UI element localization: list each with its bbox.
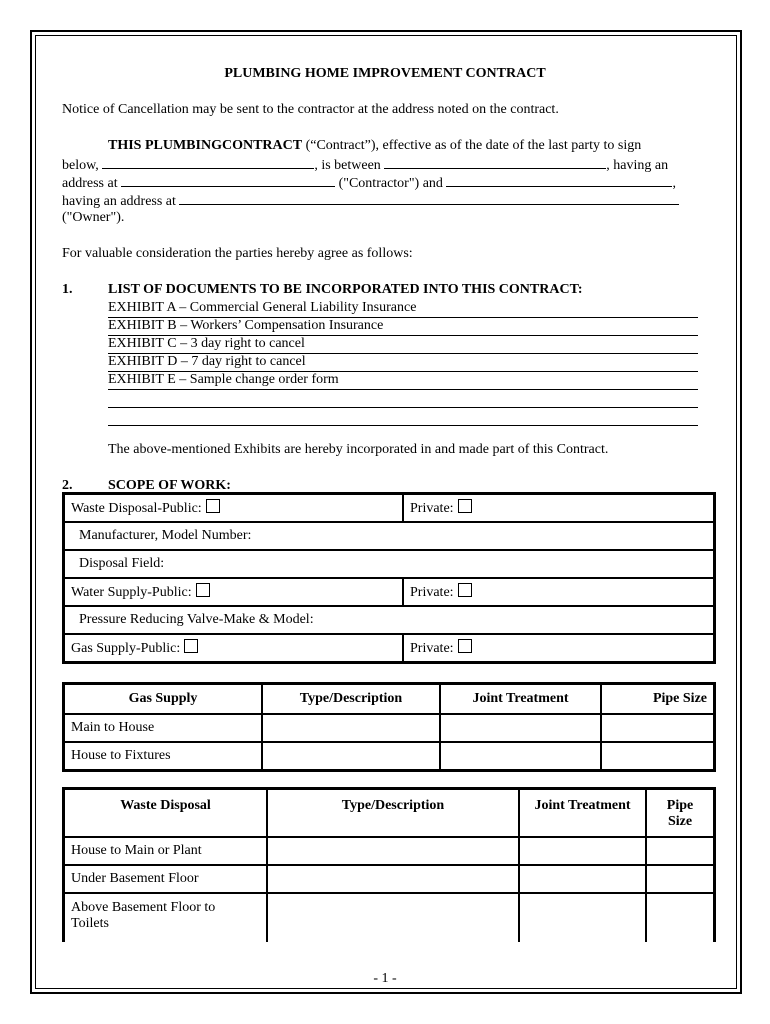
row-label: House to Main or Plant xyxy=(64,837,267,865)
intro-line-2 xyxy=(62,155,668,175)
table-row xyxy=(64,742,714,770)
water-public-checkbox[interactable] xyxy=(196,583,210,597)
pipe-size-header xyxy=(646,789,714,837)
table-cell[interactable] xyxy=(646,893,714,942)
gas-private-checkbox[interactable] xyxy=(458,639,472,653)
manufacturer-field[interactable] xyxy=(64,522,714,550)
table-cell[interactable] xyxy=(519,893,646,942)
gas-supply-header: Gas Supply xyxy=(64,684,262,714)
table-cell[interactable] xyxy=(646,837,714,865)
water-private-cell xyxy=(403,578,714,606)
effective-date-field[interactable] xyxy=(102,155,314,169)
row-label xyxy=(64,893,267,942)
manufacturer-label: Manufacturer, Model Number: xyxy=(79,528,252,543)
pipe-label: Pipe xyxy=(666,798,694,813)
intro-owner-address-label: having an address at xyxy=(62,194,176,209)
row-label-line-1: Above Basement Floor to xyxy=(71,900,216,915)
exhibit-line: EXHIBIT E – Sample change order form xyxy=(108,371,698,390)
table-row xyxy=(64,837,714,865)
water-public-label: Water Supply-Public: xyxy=(71,585,192,600)
table-cell[interactable] xyxy=(519,865,646,893)
pipe-size-header: Pipe Size xyxy=(601,684,714,714)
exhibit-blank-line[interactable] xyxy=(108,407,698,426)
table-row xyxy=(64,550,714,578)
table-cell[interactable] xyxy=(519,837,646,865)
section-1-number: 1. xyxy=(62,282,73,297)
exhibit-line: EXHIBIT C – 3 day right to cancel xyxy=(108,335,698,354)
notice-text: Notice of Cancellation may be sent to the contractor at the address noted on the contract. xyxy=(62,102,559,117)
table-row xyxy=(64,634,714,662)
size-label: Size xyxy=(667,814,693,829)
exhibits-footer-text: The above-mentioned Exhibits are hereby incorporated in and made part of this Contract. xyxy=(108,442,609,457)
intro-address-label: address at xyxy=(62,176,118,191)
waste-disposal-header: Waste Disposal xyxy=(64,789,267,837)
table-row xyxy=(64,893,714,942)
table-row xyxy=(64,606,714,634)
intro-line-3 xyxy=(62,173,676,193)
contractor-name-field[interactable] xyxy=(384,155,606,169)
row-label-line-2: Toilets xyxy=(71,916,109,931)
waste-private-label: Private: xyxy=(410,501,454,516)
section-2-number: 2. xyxy=(62,478,73,493)
table-cell[interactable] xyxy=(262,714,440,742)
consideration-text: For valuable consideration the parties hereby agree as follows: xyxy=(62,246,413,261)
section-1-heading: LIST OF DOCUMENTS TO BE INCORPORATED INTO THIS CONTRACT: xyxy=(108,282,583,297)
page-number: - 1 - xyxy=(373,971,397,986)
exhibit-line: EXHIBIT B – Workers’ Compensation Insurance xyxy=(108,317,698,336)
gas-private-cell xyxy=(403,634,714,662)
disposal-field-field[interactable] xyxy=(64,550,714,578)
row-label: Under Basement Floor xyxy=(64,865,267,893)
table-header-row xyxy=(64,789,714,837)
exhibit-blank-line[interactable] xyxy=(108,389,698,408)
table-cell[interactable] xyxy=(262,742,440,770)
table-row xyxy=(64,578,714,606)
gas-public-label: Gas Supply-Public: xyxy=(71,641,181,656)
table-cell[interactable] xyxy=(267,837,519,865)
water-private-checkbox[interactable] xyxy=(458,583,472,597)
waste-private-cell xyxy=(403,494,714,522)
intro-bold-lead: THIS PLUMBINGCONTRACT xyxy=(108,138,303,153)
joint-treatment-header: Joint Treatment xyxy=(519,789,646,837)
contractor-address-field[interactable] xyxy=(121,173,335,187)
table-row xyxy=(64,865,714,893)
row-label: House to Fixtures xyxy=(64,742,262,770)
gas-private-label: Private: xyxy=(410,641,454,656)
waste-disposal-table xyxy=(62,787,716,942)
owner-address-field[interactable] xyxy=(179,191,679,205)
waste-public-checkbox[interactable] xyxy=(206,499,220,513)
intro-having-an-label: , having an xyxy=(606,158,669,173)
disposal-field-label: Disposal Field: xyxy=(79,556,165,571)
intro-comma: , xyxy=(672,176,676,191)
waste-public-label: Waste Disposal-Public: xyxy=(71,501,202,516)
table-row xyxy=(64,494,714,522)
table-row xyxy=(64,522,714,550)
table-header-row xyxy=(64,684,714,714)
gas-public-cell xyxy=(64,634,403,662)
gas-supply-table xyxy=(62,682,716,772)
scope-of-work-table xyxy=(62,492,716,664)
document-title: PLUMBING HOME IMPROVEMENT CONTRACT xyxy=(224,66,546,81)
row-label: Main to House xyxy=(64,714,262,742)
joint-treatment-header: Joint Treatment xyxy=(440,684,601,714)
intro-below-label: below, xyxy=(62,158,99,173)
table-cell[interactable] xyxy=(440,742,601,770)
intro-owner-label: ("Owner"). xyxy=(62,210,125,225)
table-row xyxy=(64,714,714,742)
intro-line-4 xyxy=(62,191,679,211)
waste-public-cell xyxy=(64,494,403,522)
table-cell[interactable] xyxy=(267,893,519,942)
owner-name-field[interactable] xyxy=(446,173,672,187)
table-cell[interactable] xyxy=(601,742,714,770)
table-cell[interactable] xyxy=(267,865,519,893)
gas-public-checkbox[interactable] xyxy=(184,639,198,653)
table-cell[interactable] xyxy=(601,714,714,742)
exhibit-line: EXHIBIT D – 7 day right to cancel xyxy=(108,353,698,372)
intro-contractor-label: ("Contractor") and xyxy=(338,176,443,191)
prv-label: Pressure Reducing Valve-Make & Model: xyxy=(79,612,314,627)
prv-field[interactable] xyxy=(64,606,714,634)
type-description-header: Type/Description xyxy=(262,684,440,714)
type-description-header: Type/Description xyxy=(267,789,519,837)
table-cell[interactable] xyxy=(440,714,601,742)
intro-line-1 xyxy=(108,137,641,155)
water-public-cell xyxy=(64,578,403,606)
water-private-label: Private: xyxy=(410,585,454,600)
exhibit-line: EXHIBIT A – Commercial General Liability Insurance xyxy=(108,299,698,318)
table-cell[interactable] xyxy=(646,865,714,893)
intro-between-label: , is between xyxy=(314,158,381,173)
intro-line-1-rest: (“Contract”), effective as of the date of the last party to sign xyxy=(302,138,642,153)
waste-private-checkbox[interactable] xyxy=(458,499,472,513)
section-2-heading: SCOPE OF WORK: xyxy=(108,478,231,493)
